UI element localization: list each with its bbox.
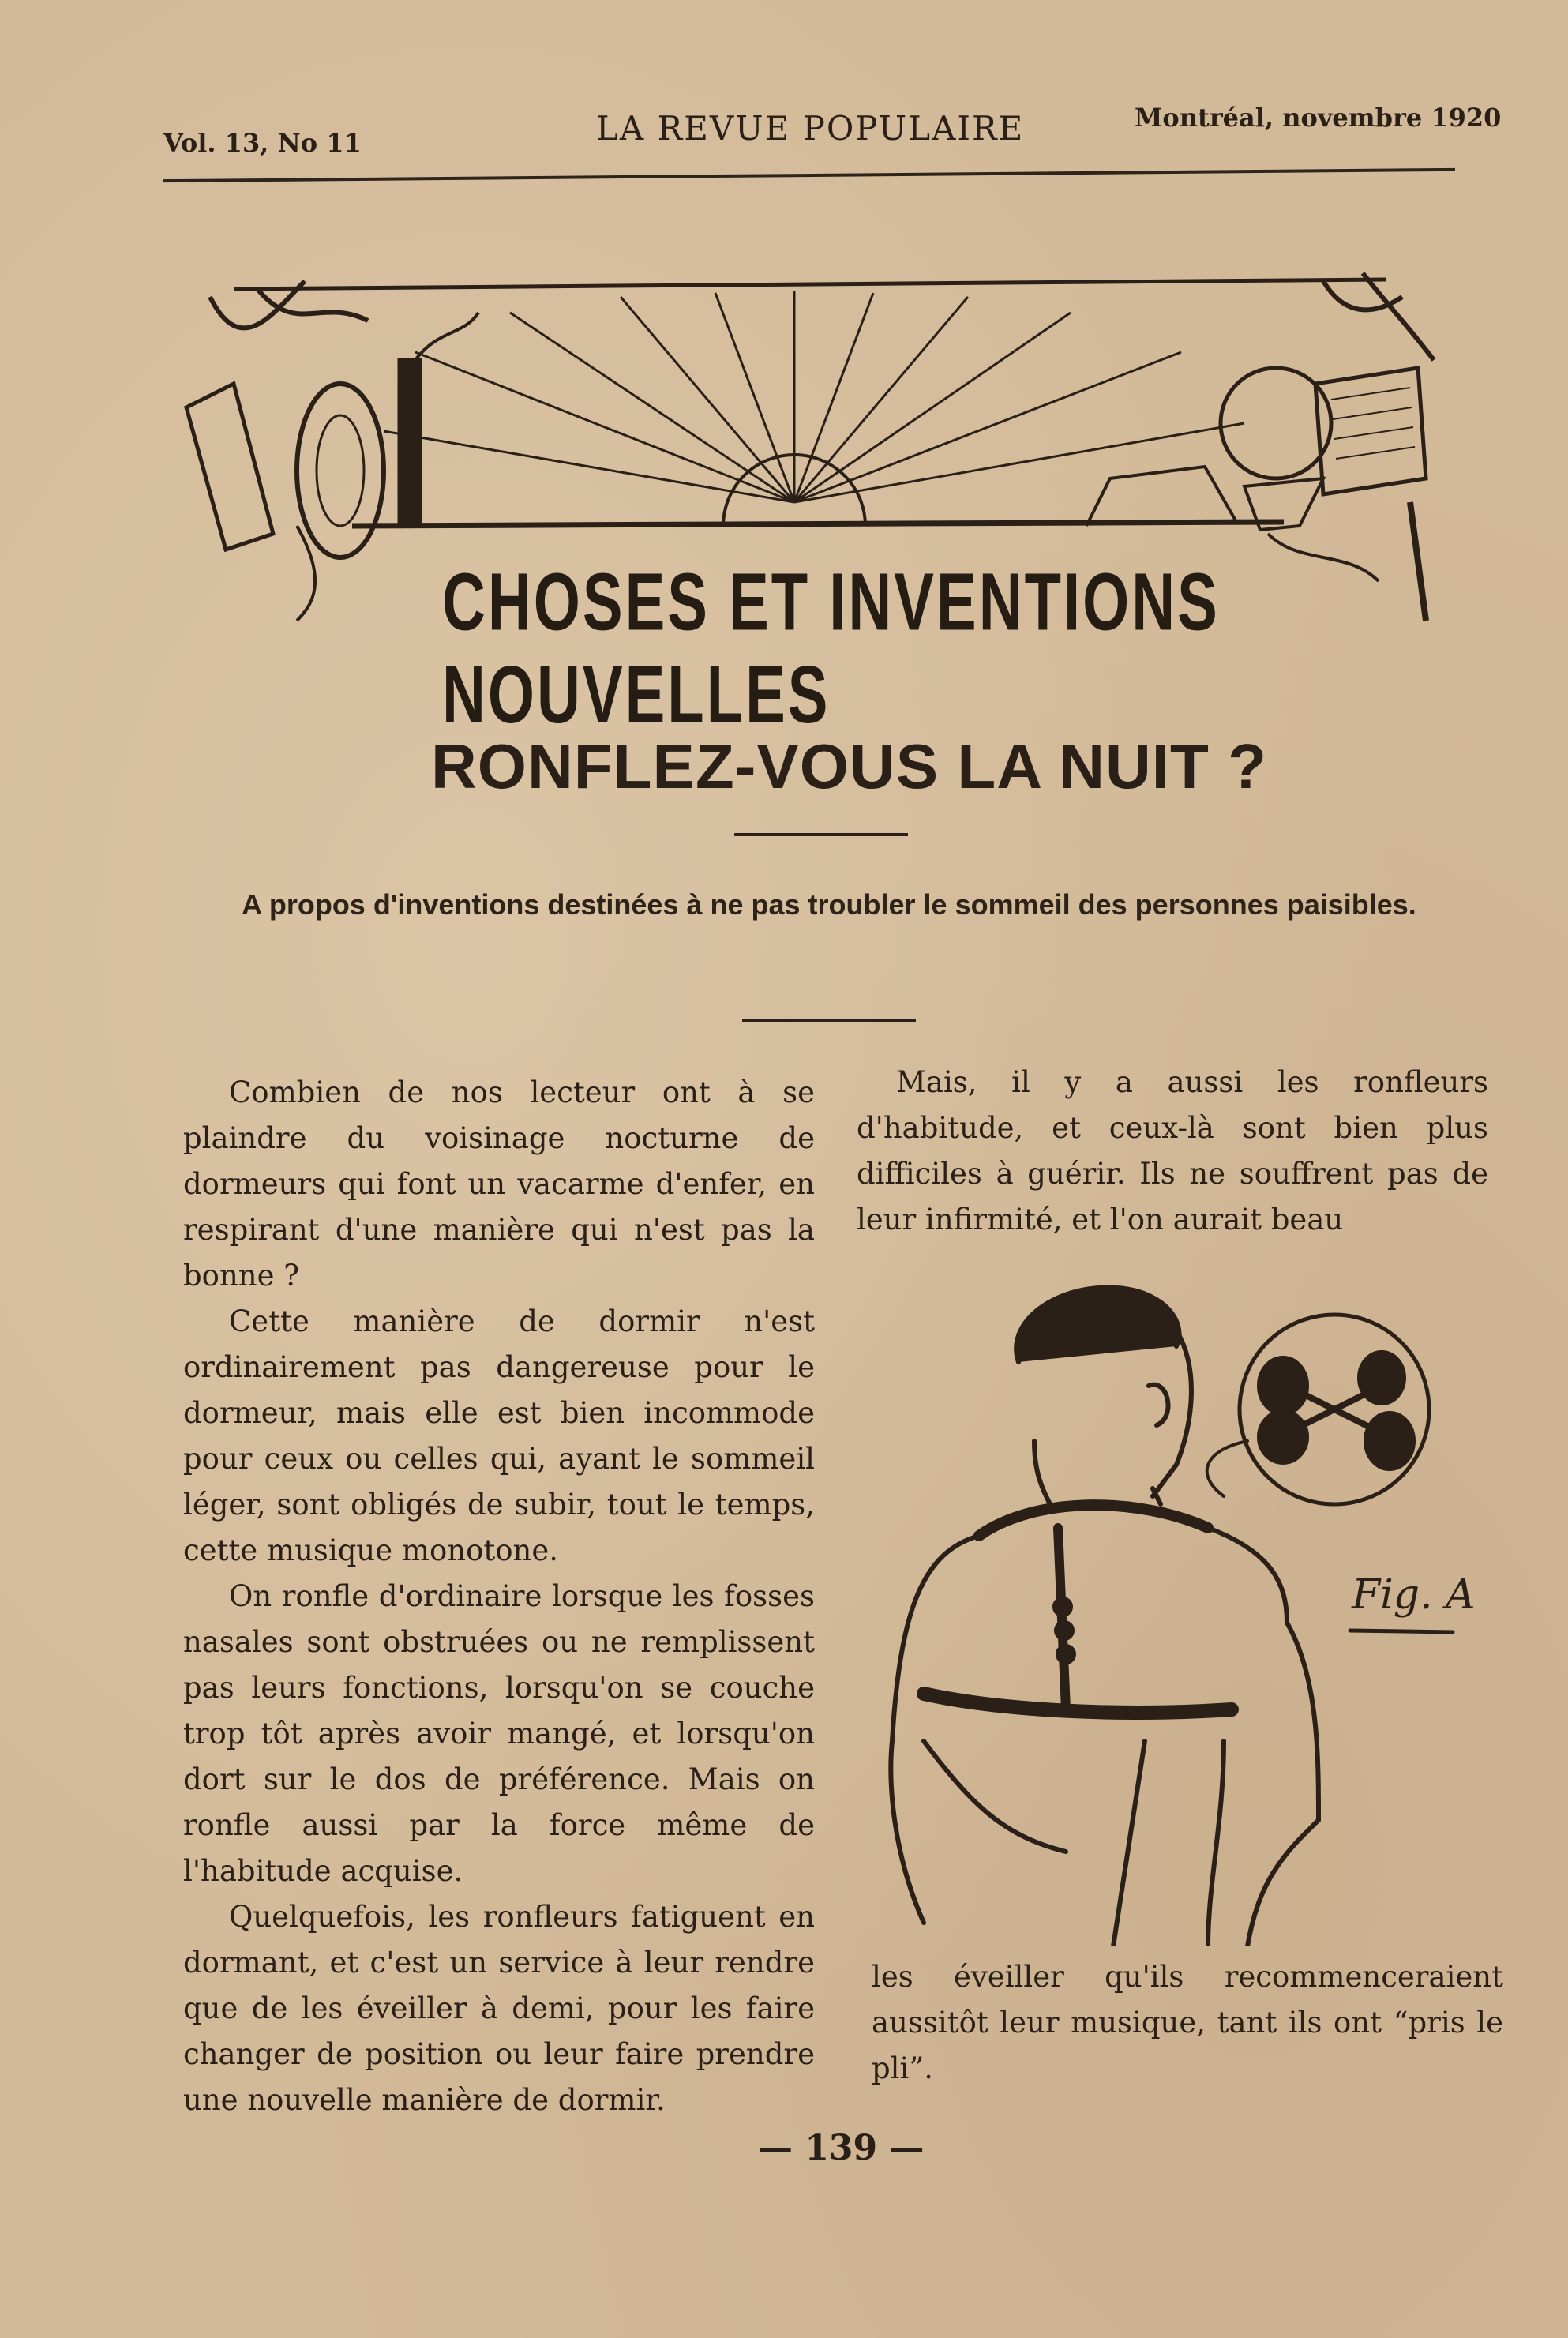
title-divider (734, 833, 908, 836)
article-subtitle: A propos d'inventions destinées à ne pas troubler le sommeil des personnes paisibles. (242, 888, 1416, 921)
page-number: — 139 — (758, 2128, 925, 2168)
paragraph: les éveiller qu'ils recommenceraient aussitôt leur musique, tant ils ont “pris le pli”. (872, 1960, 1503, 2085)
subtitle-divider (742, 1019, 916, 1022)
paragraph: On ronfle d'ordinaire lorsque les fosses nasales sont obstruées ou ne remplissent pas leurs fonctions, lorsqu'on se couche trop tôt après avoir mangé, et lorsqu'on dort sur le dos de préférence. Mais on ronfle aussi par la force même de l'habitude acquise. (183, 1579, 815, 1888)
paragraph: Mais, il y a aussi les ronfleurs d'habitude, et ceux-là sont bien plus difficiles à guérir. Ils ne souffrent pas de leur infirmité, et l'on aurait beau (857, 1065, 1488, 1237)
place-date: Montréal, novembre 1920 (1135, 103, 1502, 133)
paragraph: Quelquefois, les ronfleurs fatiguent en dormant, et c'est un service à leur rendre que de les éveiller à demi, pour les faire changer de position ou leur faire prendre une nouvelle manière de dormir. (183, 1900, 815, 2117)
right-column-bottom (872, 1954, 1503, 2092)
header-rule (163, 168, 1455, 182)
paragraph: Cette manière de dormir n'est ordinairement pas dangereuse pour le dormeur, mais elle est bien incommode pour ceux ou celles qui, ayant le sommeil léger, sont obligés de subir, tout le temps, cette musique monotone. (183, 1304, 815, 1567)
article-title: RONFLEZ-VOUS LA NUIT ? (431, 731, 1267, 801)
left-column (183, 1070, 815, 2123)
right-column-top (857, 1060, 1488, 1243)
volume-number: Vol. 13, No 11 (163, 128, 362, 158)
figure-label: Fig. A (1352, 1571, 1476, 1619)
magazine-title: LA REVUE POPULAIRE (596, 109, 1025, 148)
paragraph: Combien de nos lecteur ont à se plaindre du voisinage nocturne de dormeurs qui font un vacarme d'enfer, en respirant d'une manière qui n'est pas la bonne ? (183, 1075, 815, 1293)
section-title: CHOSES ET INVENTIONS NOUVELLES (442, 557, 1220, 741)
